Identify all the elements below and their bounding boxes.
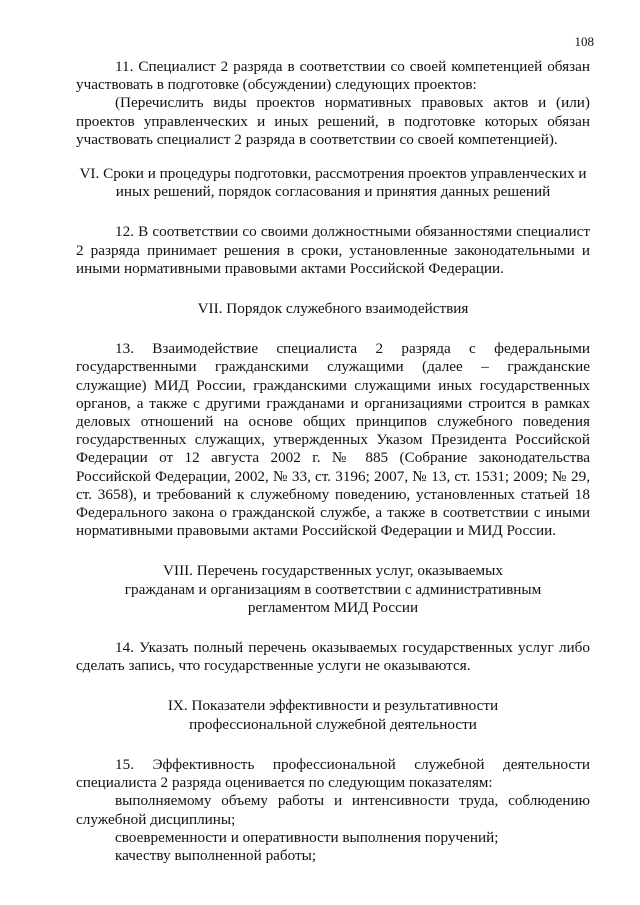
paragraph-11-note: (Перечислить виды проектов нормативных правовых актов и (или) проектов управленческих и иных решений, в подготовке которых обязан участвовать специалист 2 разряда в соответствии со своей компетенцией). [76, 94, 590, 148]
section-heading-viii-line: гражданам и организациям в соответствии с административным [124, 580, 542, 598]
section-heading-ix [76, 697, 590, 733]
section-heading-ix-line: IX. Показатели эффективности и результативности [167, 697, 499, 715]
paragraph-15-item: своевременности и оперативности выполнения поручений; [115, 828, 499, 846]
paragraph-12: 12. В соответствии со своими должностными обязанностями специалист 2 разряда принимает решения в сроки, установленные законодательными и иными нормативными правовыми актами Российской Федерации. [76, 223, 590, 277]
paragraph-15: 15. Эффективность профессиональной служебной деятельности специалиста 2 разряда оценивается по следующим показателям: [76, 755, 590, 792]
paragraph-15-item: качеству выполненной работы; [115, 846, 317, 864]
section-heading-viii-line: VIII. Перечень государственных услуг, оказываемых [163, 562, 503, 580]
section-heading-vii: VII. Порядок служебного взаимодействия [197, 300, 469, 318]
section-heading-viii-line: регламентом МИД России [247, 598, 419, 616]
page-number: 108 [574, 34, 594, 49]
paragraph-14: 14. Указать полный перечень оказываемых государственных услуг либо сделать запись, что государственные услуги не оказываются. [76, 639, 590, 675]
paragraph-13: 13. Взаимодействие специалиста 2 разряда с федеральными государственными гражданскими служащими (далее – гражданские служащие) МИД России, гражданскими служащими иных государственных органов, а также с другими гражданами и организациями строится в рамках деловых отношений на основе общих принципов служебного поведения государственных служащих, утвержденных Указом Президента Российской Федерации от 12 августа 2002 г. № 885 (Собрание законодательства Российской Федерации, 2002, № 33, ст. 3196; 2007, № 13, ст. 1531; 2009; № 29, ст. 3658), и требований к служебному поведению, установленных статьей 18 Федерального закона о гражданской службе, а также в соответствии с иными нормативными правовыми актами Российской Федерации и МИД России. [76, 340, 590, 540]
section-heading-vi: VI. Сроки и процедуры подготовки, рассмотрения проектов управленческих и иных решений, порядок согласования и принятия данных решений [79, 165, 587, 201]
section-heading-ix-line: профессиональной служебной деятельности [189, 715, 477, 733]
paragraph-15-item: выполняемому объему работы и интенсивности труда, соблюдению служебной дисциплины; [76, 792, 590, 828]
document-body [76, 58, 590, 865]
paragraph-11: 11. Специалист 2 разряда в соответствии со своей компетенцией обязан участвовать в подготовке (обсуждении) следующих проектов: [76, 58, 590, 94]
section-heading-viii [76, 562, 590, 617]
